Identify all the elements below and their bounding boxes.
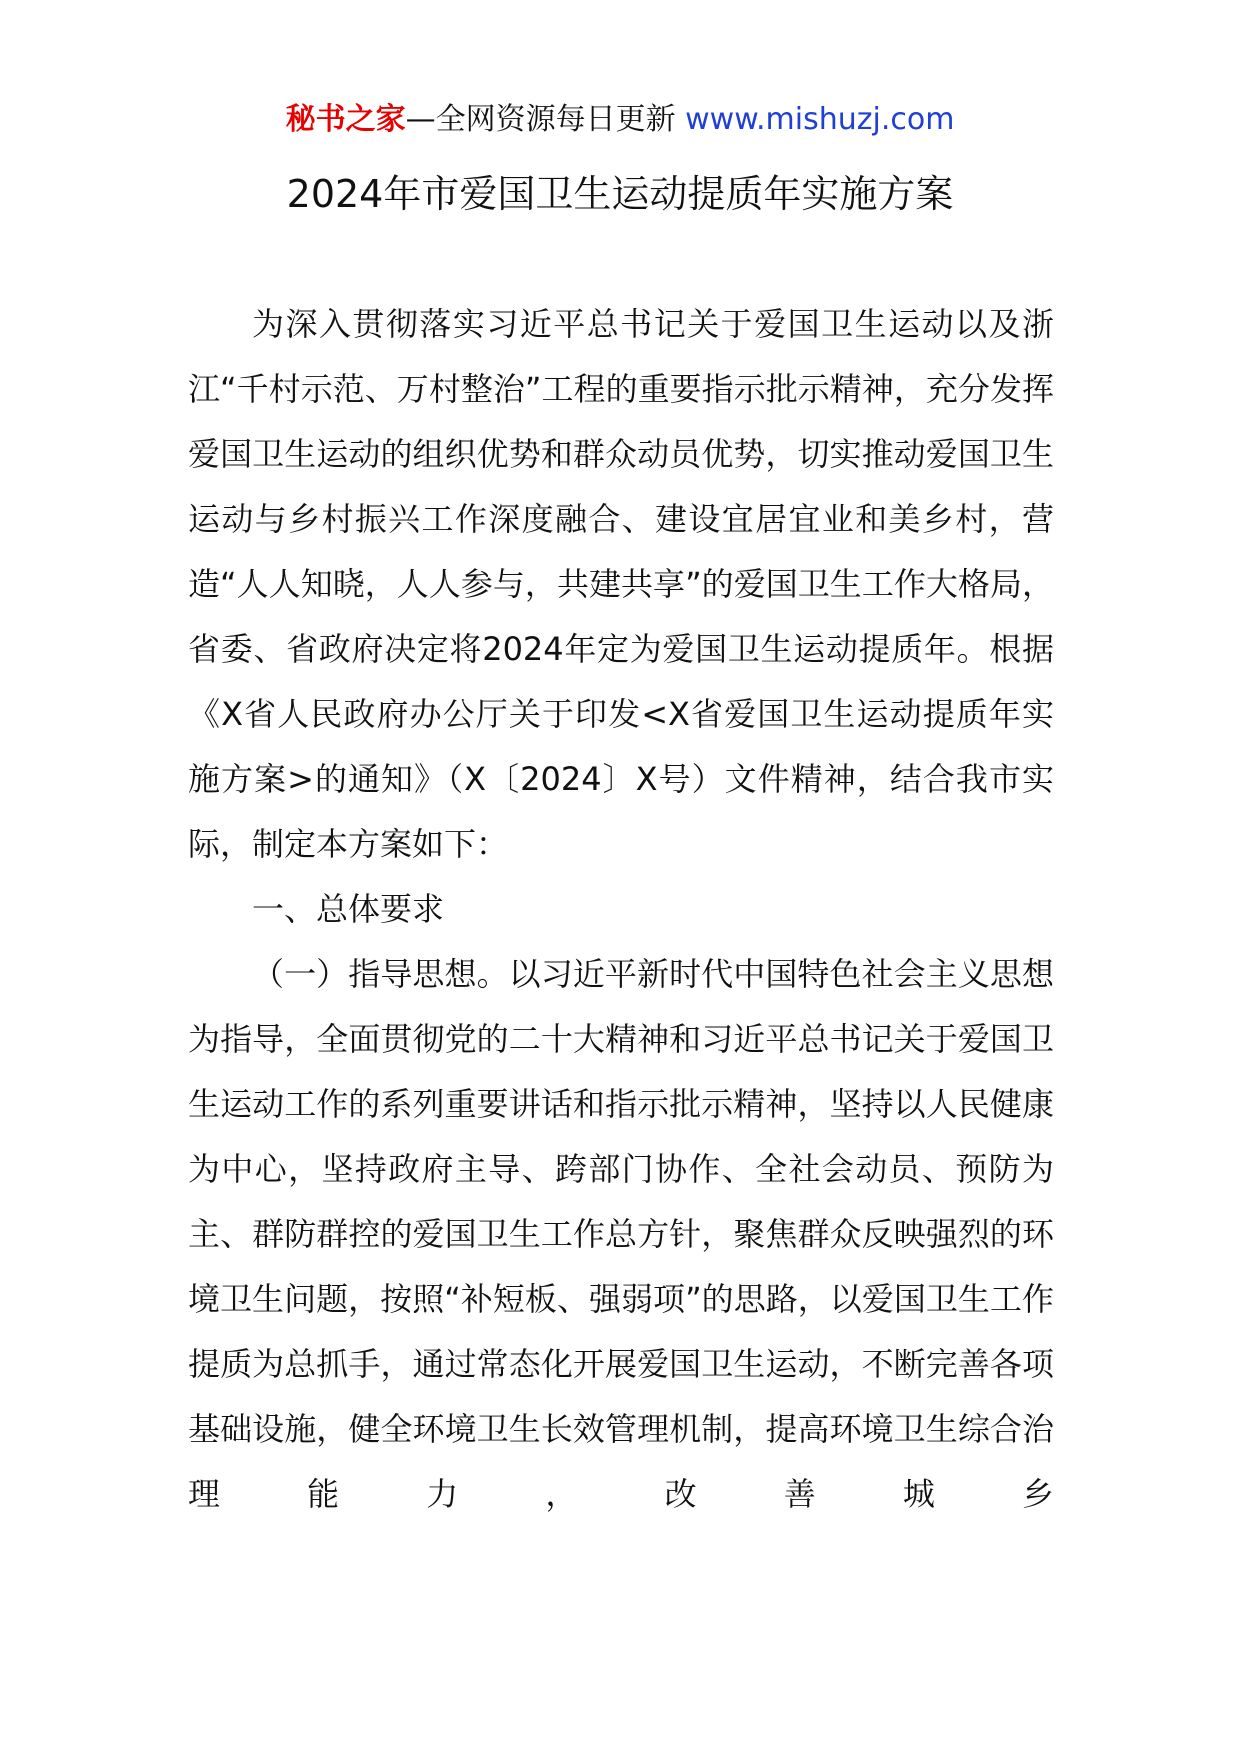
guiding-thought-paragraph: （一）指导思想。以习近平新时代中国特色社会主义思想为指导，全面贯彻党的二十大精神和习近平总书记关于爱国卫生运动工作的系列重要讲话和指示批示精神，坚持以人民健康为中心，坚持政府主导、跨部门协作、全社会动员、预防为主、群防群控的爱国卫生工作总方针，聚焦群众反映强烈的环境卫生问题，按照“补短板、强弱项”的思路，以爱国卫生工作提质为总抓手，通过常态化开展爱国卫生运动，不断完善各项基础设施，健全环境卫生长效管理机制，提高环境卫生综合治理能力，改善城乡: [188, 955, 1054, 1513]
document-title: 2024年市爱国卫生运动提质年实施方案: [286, 172, 954, 216]
section-heading: 一、总体要求: [252, 890, 445, 928]
intro-paragraph: 为深入贯彻落实习近平总书记关于爱国卫生运动以及浙江“千村示范、万村整治”工程的重要指示批示精神，充分发挥爱国卫生运动的组织优势和群众动员优势，切实推动爱国卫生运动与乡村振兴工作深度融合、建设宜居宜业和美乡村，营造“人人知晓，人人参与，共建共享”的爱国卫生工作大格局，省委、省政府决定将2024年定为爱国卫生运动提质年。根据《X省人民政府办公厅关于印发<X省爱国卫生运动提质年实施方案>的通知》（X〔2024〕X号）文件精神，结合我市实际，制定本方案如下：: [188, 305, 1054, 863]
watermark-header: [0, 100, 1240, 140]
watermark-brand: 秘书之家: [285, 102, 406, 137]
watermark-tagline: —全网资源每日更新: [405, 102, 686, 137]
watermark-url[interactable]: www.mishuzj.com: [685, 102, 955, 137]
document-body: [188, 292, 1054, 1527]
